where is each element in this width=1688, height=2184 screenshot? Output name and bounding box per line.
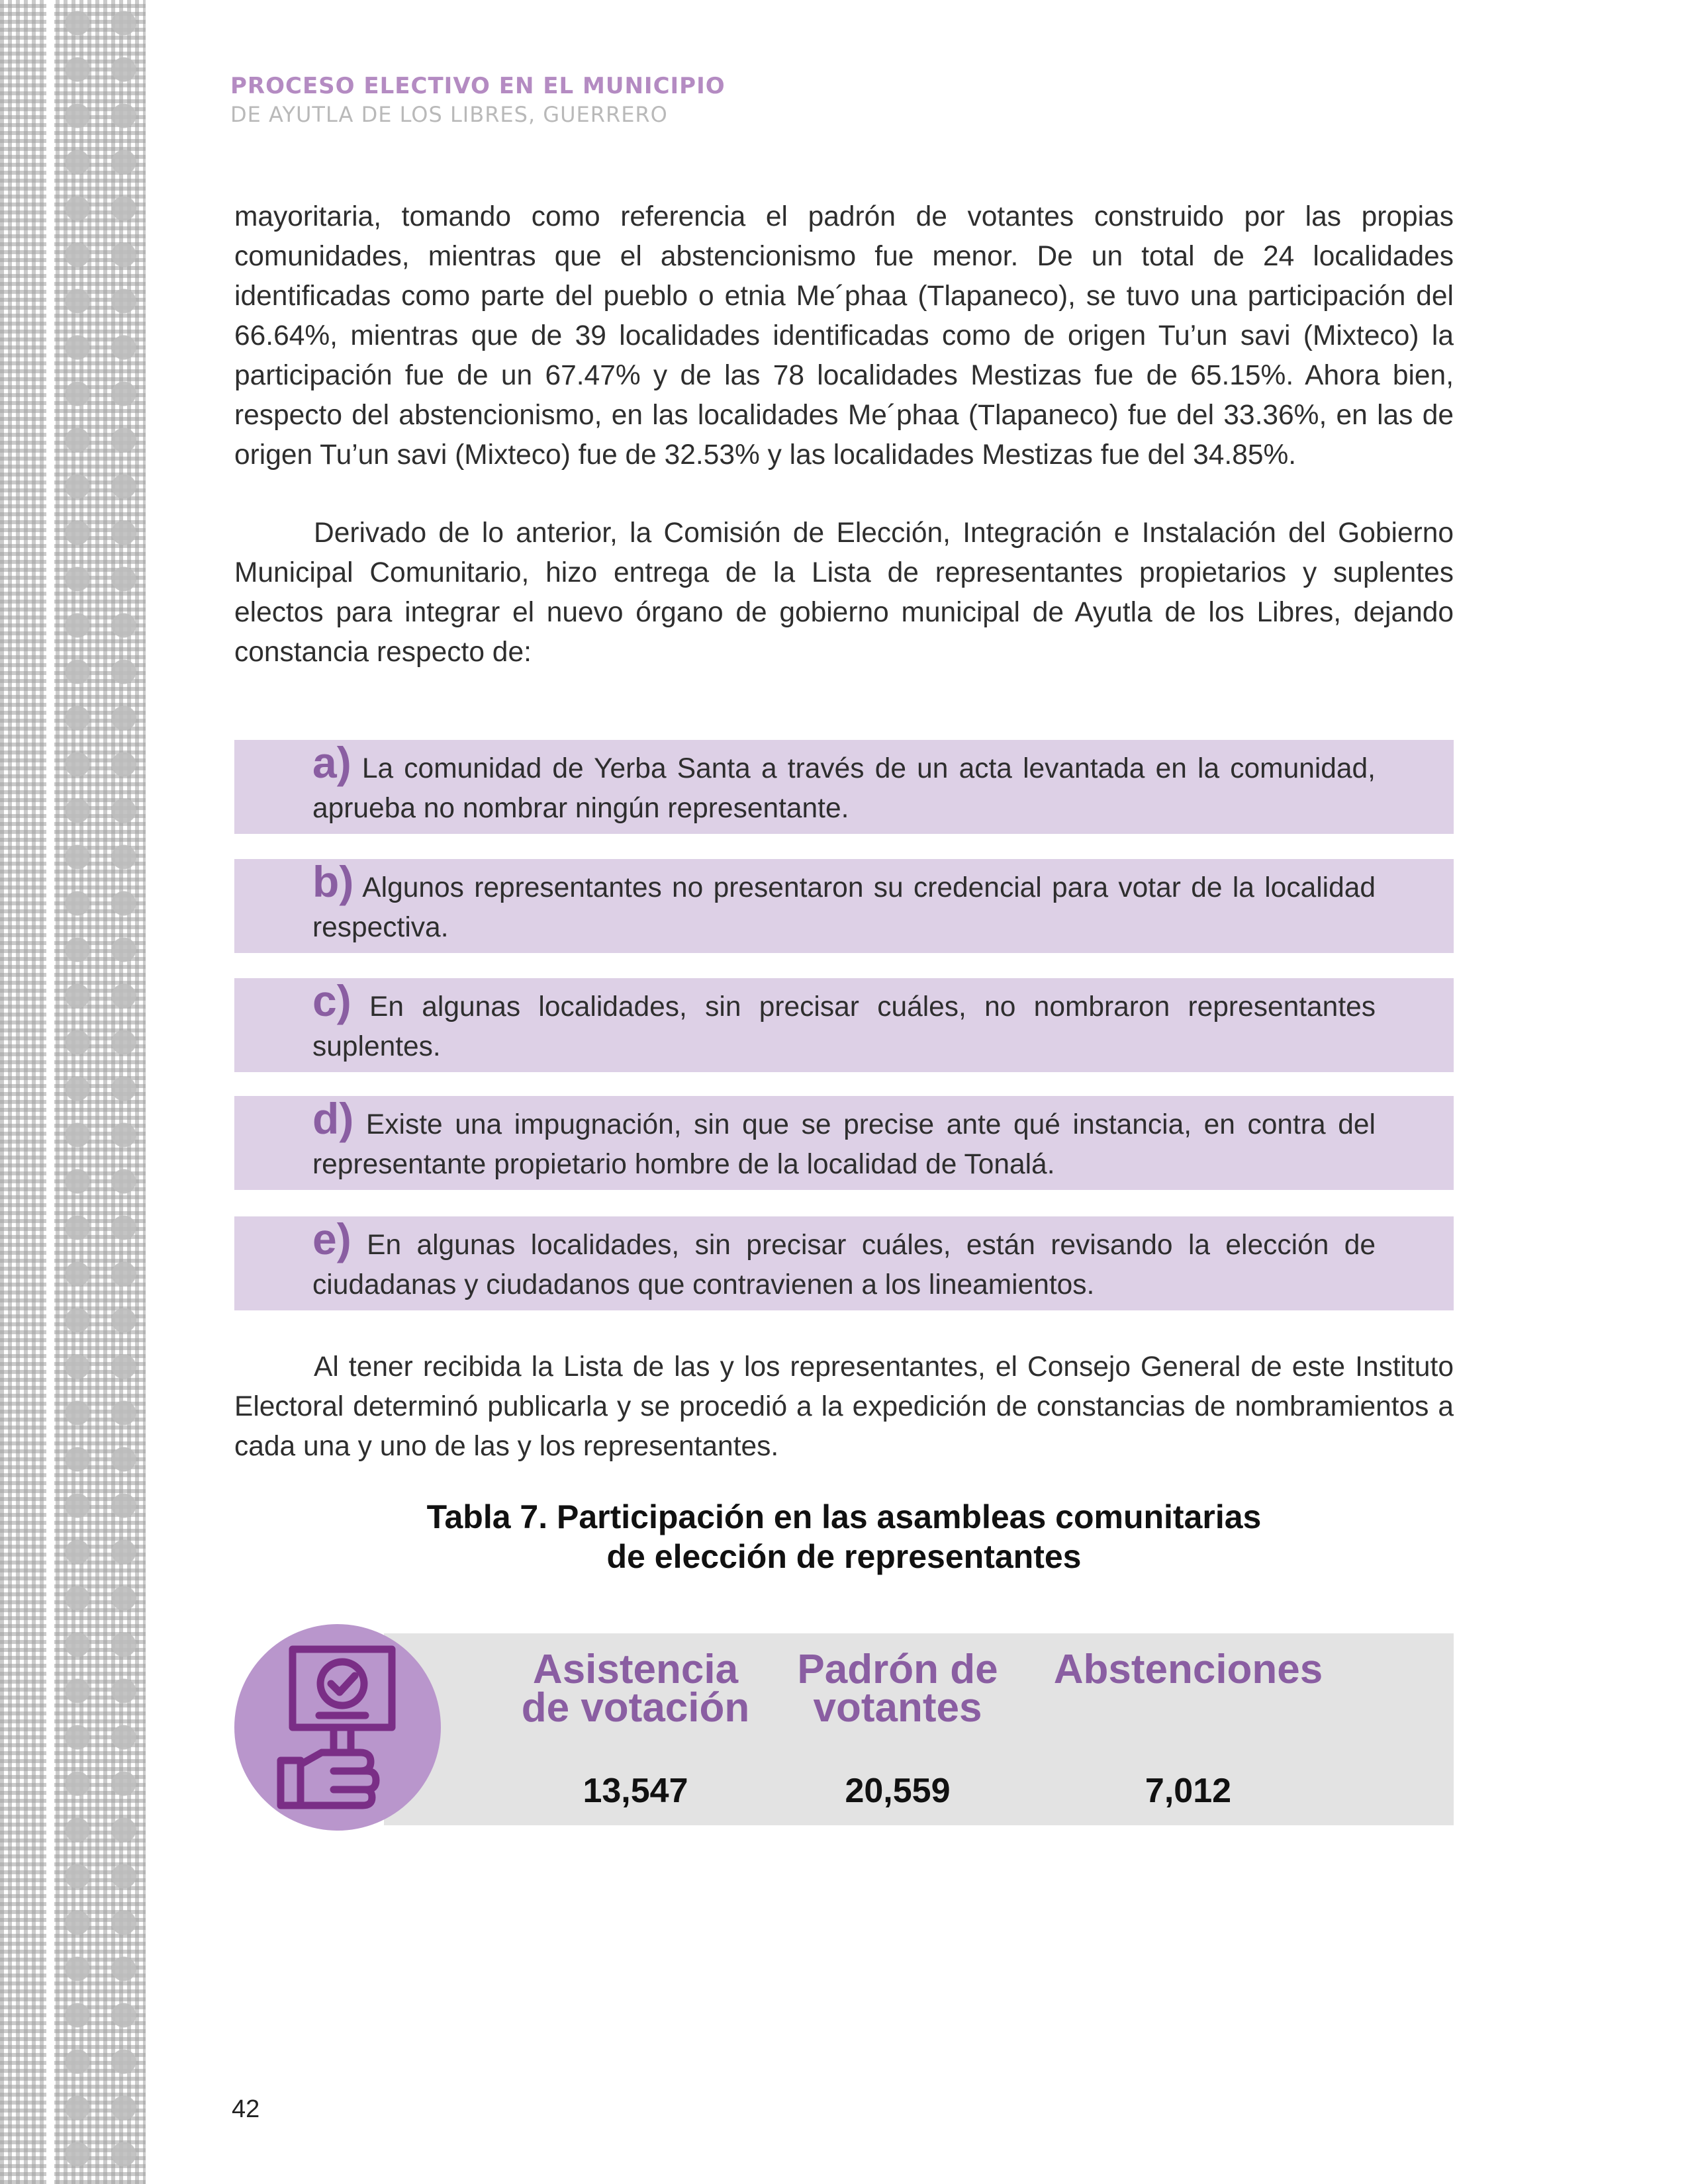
list-item-e-text xyxy=(312,1214,1376,1305)
icon-circle xyxy=(234,1624,441,1831)
list-item-c-body: En algunas localidades, sin precisar cuáles, no nombraron representantes suplentes. xyxy=(312,991,1376,1062)
page-number: 42 xyxy=(232,2095,260,2123)
header-title: PROCESO ELECTIVO EN EL MUNICIPIO xyxy=(230,73,726,99)
list-item-a-text xyxy=(312,738,1376,829)
decorative-border-pattern xyxy=(0,0,146,2184)
list-item-a xyxy=(234,740,1454,834)
stat-head-padron xyxy=(772,1647,1023,1731)
paragraph-lista: Al tener recibida la Lista de las y los representantes, el Consejo General de este Instituto Electoral determinó publicarla y se procedió a la expedición de constancias de nombramientos a cada una y uno de las y los representantes. xyxy=(234,1351,1454,1462)
stat-head-padron-line2: votantes xyxy=(813,1685,982,1731)
list-item-d-letter: d) xyxy=(312,1094,354,1143)
stat-head-abstenciones xyxy=(1033,1647,1344,1692)
stat-value-abstenciones: 7,012 xyxy=(1145,1772,1232,1810)
stat-head-asistencia-line1: Asistencia xyxy=(532,1647,739,1692)
list-item-b-letter: b) xyxy=(312,857,354,906)
list-item-d xyxy=(234,1096,1454,1190)
list-item-b-body: Algunos representantes no presentaron su credencial para votar de la localidad respectiva. xyxy=(312,872,1376,943)
list-item-a-body: La comunidad de Yerba Santa a través de un acta levantada en la comunidad, aprueba no nombrar ningún representante. xyxy=(312,753,1376,824)
list-item-e xyxy=(234,1216,1454,1310)
table-title xyxy=(234,1497,1454,1576)
header-subtitle: DE AYUTLA DE LOS LIBRES, GUERRERO xyxy=(230,102,668,127)
stat-head-asistencia-line2: de votación xyxy=(521,1685,750,1731)
stat-head-asistencia xyxy=(503,1647,768,1731)
stat-head-abstenciones-line1: Abstenciones xyxy=(1053,1647,1323,1692)
running-header xyxy=(230,71,726,128)
table-title-line1: Tabla 7. Participación en las asambleas comunitarias xyxy=(426,1498,1262,1535)
paragraph-participation: mayoritaria, tomando como referencia el padrón de votantes construido por las propias comunidades, mientras que el abstencionismo fue menor. De un total de 24 localidades identificadas como parte del pueblo o etnia Me´phaa (Tlapaneco), se tuvo una participación del 66.64%, mientras que de 39 localidades identificadas como de origen Tu’un savi (Mixteco) la participación fue de un 67.47% y de las 78 localidades Mestizas fue de 65.15%. Ahora bien, respecto del abstencionismo, en las localidades Me´phaa (Tlapaneco) fue del 33.36%, en las de origen Tu’un savi (Mixteco) fue de 32.53% y las localidades Mestizas fue del 34.85%. xyxy=(234,201,1454,471)
list-item-d-text xyxy=(312,1094,1376,1185)
list-item-d-body: Existe una impugnación, sin que se precise ante qué instancia, en contra del representante propietario hombre de la localidad de Tonalá. xyxy=(312,1109,1376,1180)
hand-holding-vote-sign-icon xyxy=(234,1624,441,1831)
list-item-c xyxy=(234,978,1454,1072)
list-item-c-text xyxy=(312,976,1376,1067)
stat-value-padron: 20,559 xyxy=(845,1772,951,1810)
list-item-c-letter: c) xyxy=(312,976,352,1025)
list-item-e-letter: e) xyxy=(312,1214,352,1263)
list-item-a-letter: a) xyxy=(312,738,352,787)
list-item-b xyxy=(234,859,1454,953)
list-item-b-text xyxy=(312,857,1376,948)
stat-head-padron-line1: Padrón de xyxy=(797,1647,998,1692)
list-item-e-body: En algunas localidades, sin precisar cuáles, están revisando la elección de ciudadanas y ciudadanos que contravienen a los lineamientos. xyxy=(312,1230,1376,1300)
table-title-line2: de elección de representantes xyxy=(606,1538,1082,1575)
stat-value-asistencia: 13,547 xyxy=(583,1772,688,1810)
paragraph-derivado: Derivado de lo anterior, la Comisión de Elección, Integración e Instalación del Gobierno Municipal Comunitario, hizo entrega de la Lista de representantes propietarios y suplentes electos para integrar el nuevo órgano de gobierno municipal de Ayutla de los Libres, dejando constancia respecto de: xyxy=(234,518,1454,668)
